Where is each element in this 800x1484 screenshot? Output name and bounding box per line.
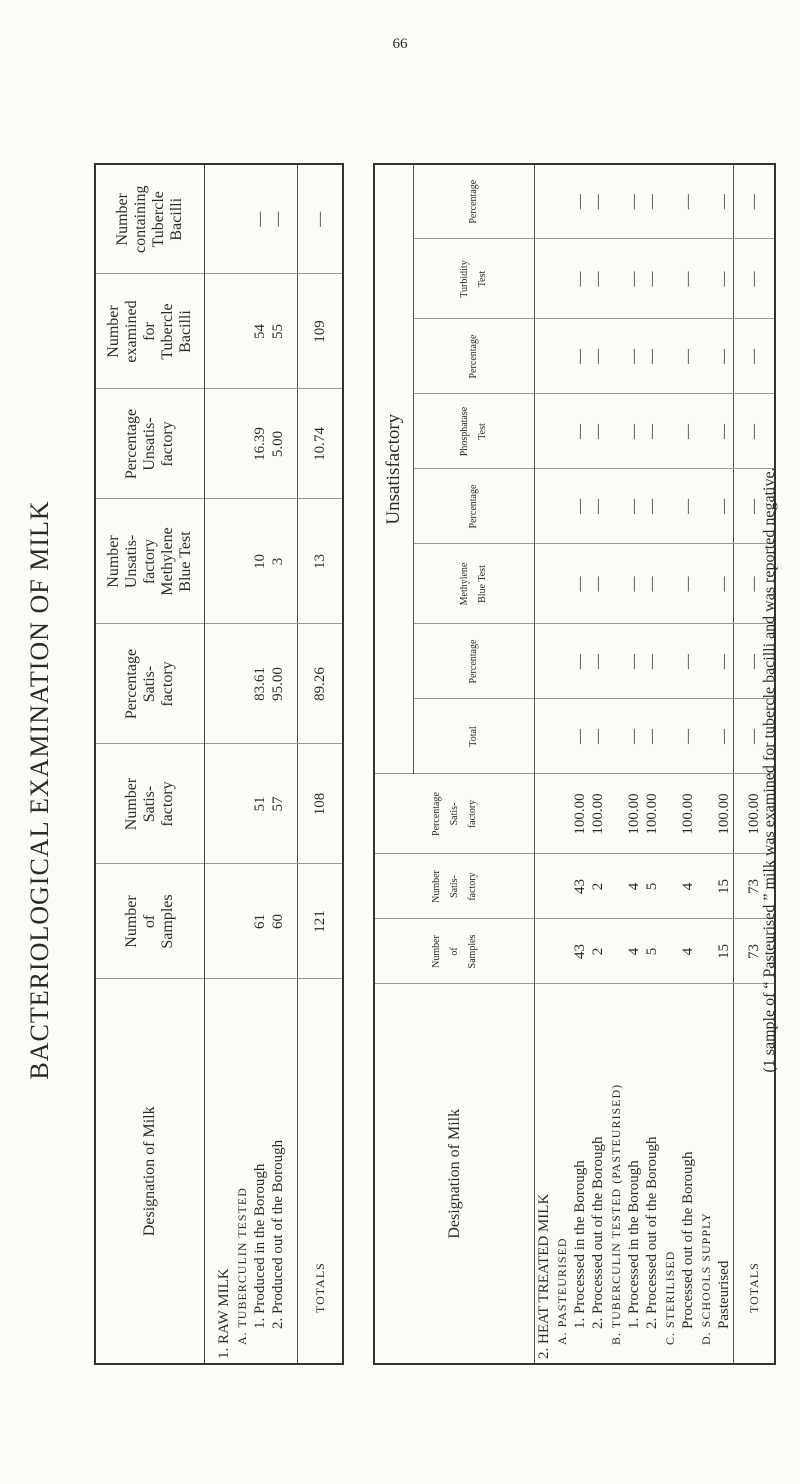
dash-mark — [697, 320, 715, 394]
dash-mark: — — [626, 271, 642, 287]
raw-total-containing-tb: — — [298, 164, 344, 274]
raw-total-pct-satisfactory: 89.26 — [298, 624, 344, 744]
dash-mark — [661, 625, 679, 699]
heat-total-samples: 73 — [734, 919, 776, 984]
dash-mark — [607, 625, 625, 699]
dash-mark — [553, 625, 571, 699]
heat-satisfactory-cell: 43 2 4 5 4 15 — [535, 854, 734, 919]
dash-mark: — — [644, 424, 660, 439]
dash-mark: — — [572, 499, 588, 514]
heat-header-phosphatase: Phosphatase Test — [414, 394, 535, 469]
dash-mark: — — [680, 729, 696, 744]
raw-pct-satisfactory-cell: 83.61 95.00 — [205, 624, 298, 744]
dash-mark — [607, 395, 625, 469]
dash-mark — [535, 165, 553, 239]
header-pct-unsatisfactory: Percentage Unsatis- factory — [95, 389, 205, 499]
heat-total-satisfactory: 73 — [734, 854, 776, 919]
dash-mark: — — [644, 654, 660, 669]
dash-mark: — — [716, 729, 732, 744]
raw-data-row — [205, 164, 298, 1364]
heat-unsat-total-cell — [535, 699, 734, 774]
heat-total-pct3: — — [734, 319, 776, 394]
header-satisfactory: Number Satis- factory — [95, 744, 205, 864]
heat-data-row — [535, 164, 734, 1364]
dash-mark — [661, 165, 679, 239]
dash-mark: — — [626, 654, 642, 669]
heat-header-pct-satisfactory: Percentage Satis- factory — [374, 774, 535, 854]
dash-mark — [553, 470, 571, 544]
dash-mark — [661, 240, 679, 319]
raw-designation-cell: 1. RAW MILK A. TUBERCULIN TESTED 1. Produced in the Borough 2. Produced out of the Borough — [216, 1139, 286, 1359]
heat-total-methylene: — — [734, 544, 776, 624]
raw-total-satisfactory: 108 — [298, 744, 344, 864]
dash-mark: — — [626, 349, 642, 364]
heat-total-pct-satisfactory: 100.00 — [734, 774, 776, 854]
dash-mark: — — [716, 349, 732, 364]
dash-mark — [553, 240, 571, 319]
dash-mark — [661, 395, 679, 469]
raw-total-unsatisfactory: 13 — [298, 499, 344, 624]
heat-total-turbidity: — — [734, 239, 776, 319]
dash-mark — [607, 240, 625, 319]
heat-total-pct1: — — [734, 624, 776, 699]
heat-total-pct4: — — [734, 164, 776, 239]
dash-mark: — — [644, 729, 660, 744]
dash-mark — [697, 545, 715, 624]
page-number: 66 — [392, 36, 408, 52]
raw-unsatisfactory-cell: 10 3 — [205, 499, 298, 624]
heat-unsat-pct3-cell — [535, 319, 734, 394]
dash-mark: — — [626, 194, 642, 210]
dash-mark — [607, 470, 625, 544]
heat-header-percentage-3: Percentage — [414, 319, 535, 394]
heat-designation-cell: 2. HEAT TREATED MILK A. PASTEURISED 1. Processed in the Borough 2. Processed out of the Borough B. TUBERCULIN TESTED (PASTEURISED) 1. Processed in the Borough 2. Processed out of the Borough C. STERILISED Processed out of the Borough D. SCHOOLS SUPPLY Pasteurised — [536, 1083, 732, 1359]
dash-mark — [607, 700, 625, 774]
heat-header-methylene: Methylene Blue Test — [414, 544, 535, 624]
dash-mark: — — [626, 576, 642, 592]
heat-total-phosphatase: — — [734, 394, 776, 469]
dash-mark — [535, 625, 553, 699]
heat-total-unsat: — — [734, 699, 776, 774]
heat-header-percentage-2: Percentage — [414, 469, 535, 544]
dash-mark: — — [716, 576, 732, 592]
heat-methylene-cell — [535, 544, 734, 624]
dash-mark: — — [590, 424, 606, 439]
heat-header-satisfactory: Number Satis- factory — [374, 854, 535, 919]
heat-unsat-pct4-cell — [535, 164, 734, 239]
heat-header-designation: Designation of Milk — [374, 984, 535, 1364]
dash-mark — [553, 700, 571, 774]
dash-mark: — — [644, 349, 660, 364]
dash-mark — [607, 165, 625, 239]
dash-mark: — — [590, 499, 606, 514]
raw-total-examined-tb: 109 — [298, 274, 344, 389]
dash-mark — [697, 700, 715, 774]
heat-phosphatase-cell — [535, 394, 734, 469]
dash-mark: — — [572, 576, 588, 592]
dash-mark: — — [680, 194, 696, 210]
dash-mark: — — [590, 194, 606, 210]
raw-pct-unsatisfactory-cell: 16.39 5.00 — [205, 389, 298, 499]
header-designation: Designation of Milk — [95, 979, 205, 1364]
heat-pct-satisfactory-cell: 100.00 100.00 100.00 100.00 100.00 100.00 — [535, 774, 734, 854]
dash-mark: — — [572, 729, 588, 744]
heat-total-pct2: — — [734, 469, 776, 544]
raw-total-pct-unsatisfactory: 10.74 — [298, 389, 344, 499]
dash-mark — [661, 320, 679, 394]
dash-mark: — — [716, 271, 732, 287]
dash-mark: — — [590, 729, 606, 744]
dash-mark: — — [716, 654, 732, 669]
dash-mark — [535, 320, 553, 394]
heat-unsat-pct2-cell — [535, 469, 734, 544]
dash-mark: — — [680, 349, 696, 364]
header-examined-tb: Number examined for Tubercle Bacilli — [95, 274, 205, 389]
heat-header-row-1 — [374, 164, 414, 1364]
footnote: (1 sample of “ Pasteurised ” milk was examined for tubercle bacilli and was reported negative. — [761, 467, 778, 1073]
dash-mark: — — [680, 499, 696, 514]
raw-satisfactory-cell: 51 57 — [205, 744, 298, 864]
header-containing-tb: Number containing Tubercle Bacilli — [95, 164, 205, 274]
dash-mark: — — [590, 271, 606, 287]
dash-mark — [553, 165, 571, 239]
heat-header-percentage-4: Percentage — [414, 164, 535, 239]
dash-mark — [661, 545, 679, 624]
header-pct-satisfactory: Percentage Satis- factory — [95, 624, 205, 744]
dash-mark: — — [572, 424, 588, 439]
dash-mark: — — [716, 499, 732, 514]
dash-mark: — — [680, 271, 696, 287]
header-unsatisfactory: Number Unsatis- factory Methylene Blue Test — [95, 499, 205, 624]
heat-header-unsatisfactory-group: Unsatisfactory — [374, 164, 414, 774]
dash-mark: — — [680, 576, 696, 592]
dash-mark: — — [626, 499, 642, 514]
dash-mark — [697, 625, 715, 699]
dash-mark — [535, 470, 553, 544]
heat-header-turbidity: Turbidity Test — [414, 239, 535, 319]
heat-samples-cell: 43 2 4 5 4 15 — [535, 919, 734, 984]
dash-mark — [535, 395, 553, 469]
dash-mark — [697, 165, 715, 239]
raw-total-samples: 121 — [298, 864, 344, 979]
dash-mark: — — [590, 349, 606, 364]
raw-samples-cell: 61 60 — [205, 864, 298, 979]
dash-mark — [607, 545, 625, 624]
raw-totals-row — [298, 164, 344, 1364]
dash-mark — [553, 395, 571, 469]
dash-mark — [553, 320, 571, 394]
dash-mark — [553, 545, 571, 624]
dash-mark: — — [680, 654, 696, 669]
heat-header-percentage-1: Percentage — [414, 624, 535, 699]
dash-mark — [697, 470, 715, 544]
dash-mark: — — [572, 654, 588, 669]
dash-mark — [697, 240, 715, 319]
raw-totals-label: TOTALS — [298, 979, 344, 1364]
heat-turbidity-cell — [535, 239, 734, 319]
heat-header-total: Total — [414, 699, 535, 774]
dash-mark: — — [572, 349, 588, 364]
dash-mark: — — [644, 576, 660, 592]
heat-totals-label: TOTALS — [734, 984, 776, 1364]
dash-mark — [535, 700, 553, 774]
dash-mark — [535, 240, 553, 319]
dash-mark — [535, 545, 553, 624]
dash-mark — [697, 395, 715, 469]
raw-examined-tb-cell: 54 55 — [205, 274, 298, 389]
header-samples: Number of Samples — [95, 864, 205, 979]
raw-header-row — [95, 164, 205, 1364]
dash-mark: — — [626, 424, 642, 439]
dash-mark — [661, 470, 679, 544]
raw-containing-tb-cell: — — — [205, 164, 298, 274]
dash-mark: — — [590, 576, 606, 592]
dash-mark: — — [716, 424, 732, 439]
dash-mark: — — [572, 194, 588, 210]
heat-unsat-pct1-cell — [535, 624, 734, 699]
dash-mark: — — [644, 194, 660, 210]
raw-milk-table — [94, 165, 344, 1365]
dash-mark: — — [716, 194, 732, 210]
dash-mark — [661, 700, 679, 774]
dash-mark: — — [644, 271, 660, 287]
dash-mark: — — [572, 271, 588, 287]
page-title: BACTERIOLOGICAL EXAMINATION OF MILK — [25, 500, 54, 1080]
heat-treated-table — [373, 165, 762, 1365]
dash-mark: — — [680, 424, 696, 439]
dash-mark: — — [644, 499, 660, 514]
dash-mark: — — [590, 654, 606, 669]
heat-header-samples: Number of Samples — [374, 919, 535, 984]
dash-mark — [607, 320, 625, 394]
dash-mark: — — [626, 729, 642, 744]
